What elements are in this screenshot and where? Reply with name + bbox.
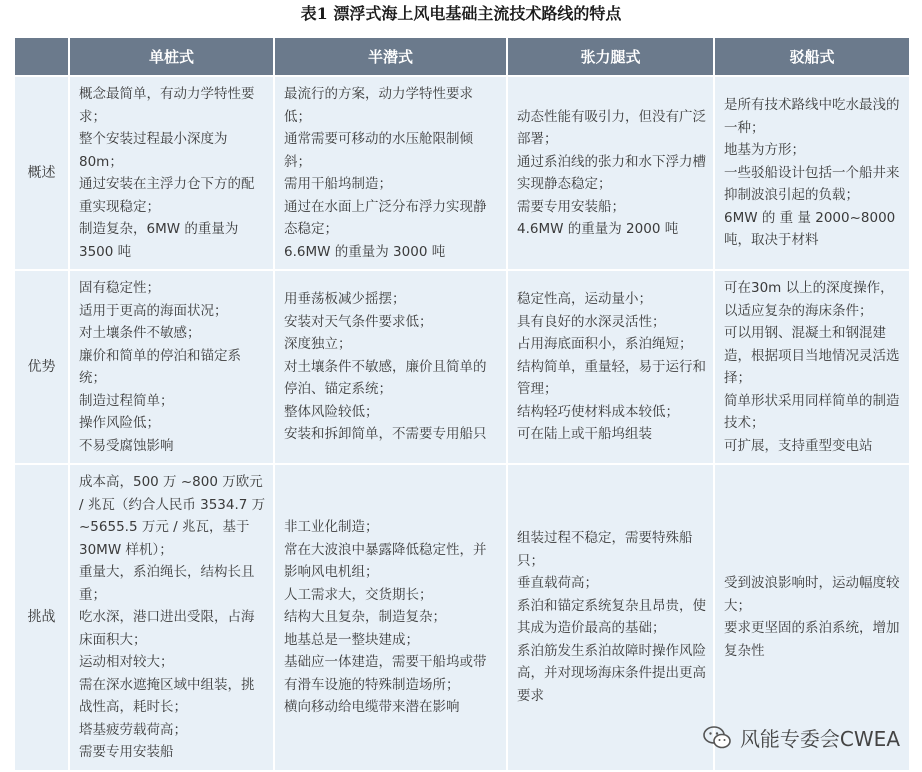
cell-line: 需要专用安装船 [79, 744, 174, 760]
cell-line: 垂直载荷高； [517, 575, 598, 592]
wechat-icon [702, 725, 732, 751]
cell-line: 简单形状采用同样简单的制造技术； [724, 392, 900, 431]
table-title: 表1 漂浮式海上风电基础主流技术路线的特点 [300, 4, 622, 23]
table-row [14, 76, 910, 270]
cell-line: 组装过程不稳定，需要特殊船只； [517, 530, 693, 569]
cell-line: 塔基疲劳载荷高； [79, 721, 187, 738]
table-cell [507, 464, 714, 771]
cell-line: 结构大且复杂，制造复杂； [284, 609, 446, 625]
cell-line: 需要专用安装船； [517, 198, 625, 215]
cell-line: 动态性能有吸引力，但没有广泛部署； [517, 108, 706, 147]
cell-line: 通过安装在主浮力仓下方的配重实现稳定； [79, 176, 255, 215]
cell-line: 用垂荡板减少摇摆； [284, 291, 406, 308]
header-row [14, 37, 910, 76]
table-cell [274, 270, 507, 464]
cell-line: 常在大波浪中暴露降低稳定性，并影响风电机组； [284, 541, 487, 580]
cell-line: 安装对天气条件要求低； [284, 313, 433, 330]
cell-line: 通常需要可移动的水压舱限制倾斜； [284, 131, 473, 170]
cell-line: 地基为方形； [724, 142, 805, 159]
cell-line: 具有良好的水深灵活性； [517, 313, 666, 330]
cell-line: 制造过程简单； [79, 392, 174, 409]
cell-line: 成本高，500 万 ~800 万欧元 / 兆瓦（约合人民币 3534.7 万 ~5655.5 万元 / 兆瓦，基于 30MW 样机）； [79, 474, 266, 558]
cell-line: 固有稳定性； [79, 280, 160, 296]
cell-line: 6MW 的 重 量 2000~8000 吨，取决于材料 [724, 209, 896, 249]
cell-line: 整个安装过程最小深度为80m； [79, 131, 228, 170]
cell-line: 深度独立； [284, 336, 352, 353]
cell-line: 重量大，系泊绳长，结构长且重； [79, 564, 255, 603]
watermark [702, 723, 900, 752]
comparison-table [13, 36, 911, 772]
cell-line: 可扩展，支持重型变电站 [724, 437, 873, 454]
cell-line: 要求更坚固的系泊系统，增加复杂性 [724, 620, 900, 659]
cell-line: 适用于更高的海面状况； [79, 302, 228, 319]
table-row [14, 270, 910, 464]
cell-line: 最流行的方案，动力学特性要求低； [284, 86, 473, 125]
table-cell [69, 76, 274, 270]
cell-line: 系泊筋发生系泊故障时操作风险高，并对现场海床条件提出更高要求 [517, 642, 706, 704]
table-cell [507, 270, 714, 464]
cell-line: 人工需求大，交货期长； [284, 586, 433, 603]
cell-line: 非工业化制造； [284, 519, 379, 535]
cell-line: 对土壤条件不敏感； [79, 325, 201, 341]
cell-line: 占用海底面积小，系泊绳短； [517, 336, 693, 353]
cell-line: 安装和拆卸简单，不需要专用船只 [284, 426, 487, 443]
cell-line: 基础应一体建造，需要干船坞或带有滑车设施的特殊制造场所； [284, 654, 487, 693]
cell-line: 可在陆上或干船坞组装 [517, 426, 652, 443]
table-cell [507, 76, 714, 270]
cell-line: 运动相对较大； [79, 654, 174, 670]
cell-line: 需在深水遮掩区域中组装，挑战性高，耗时长； [79, 676, 255, 715]
header-corner [14, 37, 69, 76]
cell-line: 受到波浪影响时，运动幅度较大； [724, 575, 900, 614]
cell-line: 结构简单，重量轻，易于运行和管理； [517, 358, 706, 398]
cell-line: 结构轻巧使材料成本较低； [517, 403, 679, 420]
cell-line: 可以用钢、混凝土和钢混建造，根据项目当地情况灵活选择； [724, 325, 900, 386]
cell-line: 不易受腐蚀影响 [79, 437, 174, 454]
column-header: 张力腿式 [507, 37, 714, 76]
column-header: 半潜式 [274, 37, 507, 76]
cell-line: 6.6MW 的重量为 3000 吨 [284, 243, 446, 260]
cell-line: 整体风险较低； [284, 403, 379, 420]
table-cell [274, 464, 507, 771]
cell-line: 操作风险低； [79, 415, 160, 431]
cell-line: 制造复杂，6MW 的重量为3500 吨 [79, 221, 239, 260]
cell-line: 是所有技术路线中吃水最浅的一种； [724, 97, 900, 136]
table-cell [274, 76, 507, 270]
row-header: 概述 [14, 76, 69, 270]
row-header: 挑战 [14, 464, 69, 771]
cell-line: 吃水深，港口进出受限，占海床面积大； [79, 609, 255, 648]
cell-line: 通过系泊线的张力和水下浮力槽实现静态稳定； [517, 153, 706, 192]
column-header: 单桩式 [69, 37, 274, 76]
cell-line: 稳定性高，运动量小； [517, 291, 652, 308]
cell-line: 系泊和锚定系统复杂且昂贵，使其成为造价最高的基础； [517, 597, 706, 637]
table-cell [69, 464, 274, 771]
watermark-text: 风能专委会CWEA [739, 727, 900, 751]
table-cell [714, 270, 910, 464]
cell-line: 需用干船坞制造； [284, 176, 392, 192]
cell-line: 一些驳船设计包括一个船井来抑制波浪引起的负载； [724, 164, 900, 204]
cell-line: 廉价和简单的停泊和锚定系统； [79, 347, 241, 386]
column-header: 驳船式 [714, 37, 910, 76]
cell-line: 对土壤条件不敏感，廉价且简单的停泊、锚定系统； [284, 358, 487, 398]
row-header: 优势 [14, 270, 69, 464]
cell-line: 概念最简单，有动力学特性要求； [79, 86, 255, 125]
table-cell [69, 270, 274, 464]
cell-line: 地基总是一整块建成； [284, 631, 419, 648]
cell-line: 横向移动给电缆带来潜在影响 [284, 699, 460, 715]
table-cell [714, 76, 910, 270]
cell-line: 可在30m 以上的深度操作，以适应复杂的海床条件； [724, 280, 894, 319]
cell-line: 4.6MW 的重量为 2000 吨 [517, 221, 679, 237]
cell-line: 通过在水面上广泛分布浮力实现静态稳定； [284, 198, 487, 237]
